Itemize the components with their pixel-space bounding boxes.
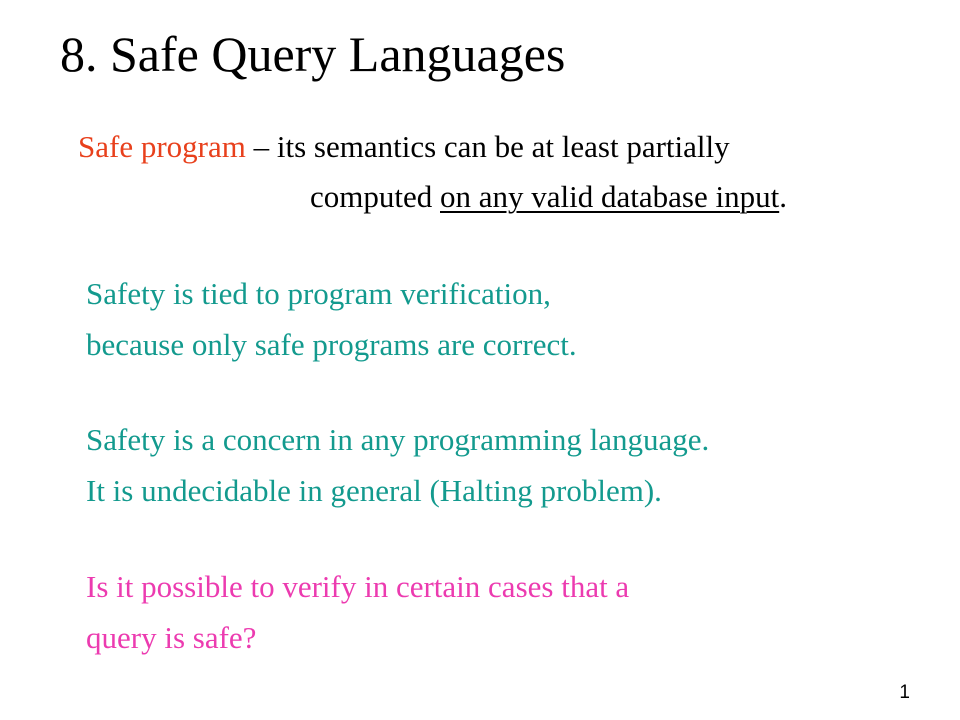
definition-line-1: [78, 128, 730, 165]
paragraph-1-line-2: because only safe programs are correct.: [86, 327, 577, 362]
slide-title: 8. Safe Query Languages: [60, 26, 566, 82]
paragraph-2-line-2: It is undecidable in general (Halting problem).: [86, 473, 662, 508]
question-line-2: query is safe?: [86, 620, 257, 655]
question-line-1: Is it possible to verify in certain cases that a: [86, 569, 630, 604]
definition-text: – its semantics can be at least partially: [245, 129, 730, 164]
definition-underlined-phrase: on any valid database input: [440, 179, 780, 214]
paragraph-2-line-1: Safety is a concern in any programming language.: [86, 422, 710, 457]
definition-line-2: [310, 178, 787, 215]
definition-continuation: computed: [310, 179, 440, 214]
paragraph-1-line-1: Safety is tied to program verification,: [86, 276, 551, 311]
page-number: 1: [899, 682, 910, 703]
definition-term: Safe program: [78, 129, 246, 164]
definition-period: .: [779, 179, 787, 214]
